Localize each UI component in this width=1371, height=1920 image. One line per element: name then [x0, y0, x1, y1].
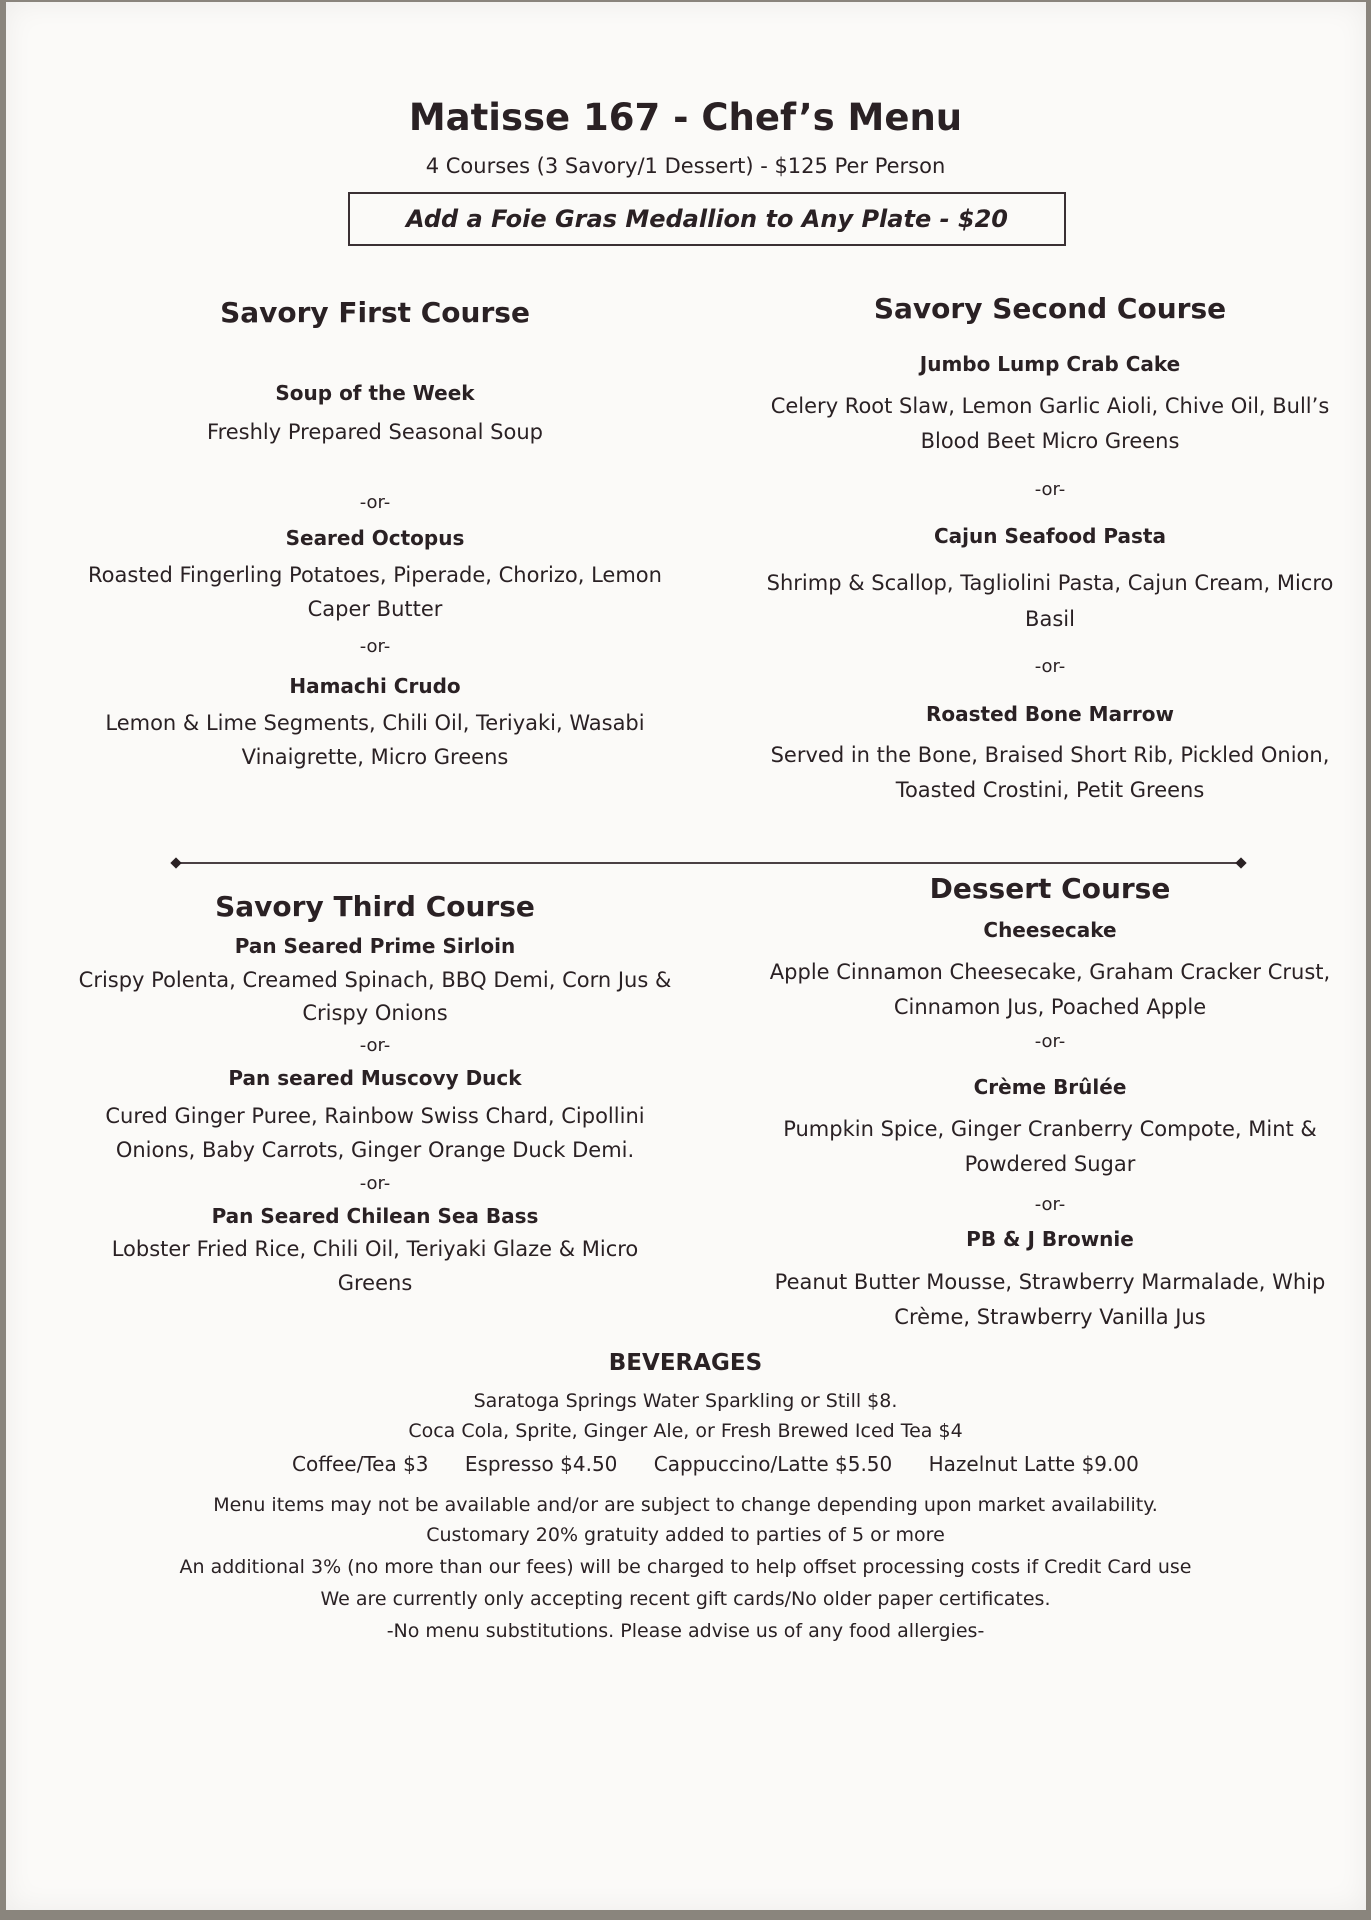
- beverage-item: Espresso $4.50: [464, 1452, 618, 1476]
- menu-title: Matisse 167 - Chef’s Menu: [408, 96, 963, 139]
- dish-description: Crème, Strawberry Vanilla Jus: [894, 1305, 1206, 1329]
- section-divider: [176, 862, 1241, 864]
- menu-subtitle: 4 Courses (3 Savory/1 Dessert) - $125 Per Person: [425, 154, 946, 178]
- beverage-line: Saratoga Springs Water Sparkling or Still $8.: [473, 1390, 898, 1412]
- or-separator: -or-: [1034, 1031, 1066, 1052]
- dish-name: Cajun Seafood Pasta: [934, 524, 1166, 548]
- beverage-line: Coca Cola, Sprite, Ginger Ale, or Fresh Brewed Iced Tea $4: [408, 1420, 963, 1442]
- dish-name: Crème Brûlée: [973, 1075, 1127, 1099]
- dish-description: Greens: [337, 1271, 413, 1295]
- dish-name: Pan Seared Chilean Sea Bass: [211, 1204, 539, 1228]
- dish-description: Cured Ginger Puree, Rainbow Swiss Chard, Cipollini: [105, 1104, 645, 1128]
- beverage-item: Hazelnut Latte $9.00: [928, 1452, 1139, 1476]
- dish-name: Jumbo Lump Crab Cake: [919, 352, 1181, 376]
- dish-description: Toasted Crostini, Petit Greens: [895, 778, 1205, 802]
- dish-description: Pumpkin Spice, Ginger Cranberry Compote, Mint &: [783, 1117, 1317, 1141]
- dish-description: Onions, Baby Carrots, Ginger Orange Duck Demi.: [115, 1138, 635, 1162]
- dish-description: Caper Butter: [307, 597, 443, 621]
- beverage-item: Coffee/Tea $3: [292, 1452, 429, 1476]
- dish-description: Served in the Bone, Braised Short Rib, Pickled Onion,: [770, 743, 1330, 767]
- or-separator: -or-: [1034, 479, 1066, 500]
- dish-description: Lemon & Lime Segments, Chili Oil, Teriyaki, Wasabi: [105, 711, 645, 735]
- dish-description: Shrimp & Scallop, Tagliolini Pasta, Cajun Cream, Micro: [766, 571, 1334, 595]
- hot-beverages-row: [292, 1452, 1169, 1476]
- dish-name: Roasted Bone Marrow: [925, 702, 1175, 726]
- dish-name: PB & J Brownie: [966, 1227, 1134, 1251]
- dish-description: Peanut Butter Mousse, Strawberry Marmalade, Whip: [774, 1270, 1326, 1294]
- first-course-heading: Savory First Course: [220, 296, 530, 329]
- third-course-heading: Savory Third Course: [215, 890, 535, 923]
- or-separator: -or-: [359, 636, 391, 657]
- menu-note: We are currently only accepting recent gift cards/No older paper certificates.: [320, 1588, 1051, 1610]
- dish-name: Pan Seared Prime Sirloin: [234, 934, 516, 958]
- dish-description: Vinaigrette, Micro Greens: [241, 745, 509, 769]
- beverages-heading: BEVERAGES: [608, 1350, 763, 1376]
- dessert-course-heading: Dessert Course: [929, 872, 1171, 905]
- dish-description: Lobster Fried Rice, Chili Oil, Teriyaki Glaze & Micro: [111, 1237, 639, 1261]
- beverage-item: Cappuccino/Latte $5.50: [653, 1452, 893, 1476]
- dish-description: Freshly Prepared Seasonal Soup: [207, 420, 543, 444]
- dish-description: Crispy Onions: [302, 1001, 448, 1025]
- menu-note: An additional 3% (no more than our fees) will be charged to help offset processing costs if Credit Card use: [179, 1556, 1192, 1578]
- or-separator: -or-: [359, 1173, 391, 1194]
- or-separator: -or-: [1034, 656, 1066, 677]
- menu-note: Customary 20% gratuity added to parties of 5 or more: [426, 1524, 945, 1546]
- menu-note: Menu items may not be available and/or are subject to change depending upon market availability.: [213, 1494, 1158, 1516]
- dish-name: Pan seared Muscovy Duck: [228, 1066, 522, 1090]
- dish-description: Cinnamon Jus, Poached Apple: [893, 995, 1207, 1019]
- dish-name: Cheesecake: [983, 918, 1117, 942]
- second-course-heading: Savory Second Course: [873, 292, 1227, 325]
- menu-note: -No menu substitutions. Please advise us of any food allergies-: [386, 1620, 985, 1642]
- dish-description: Basil: [1025, 607, 1075, 631]
- promo-box: Add a Foie Gras Medallion to Any Plate - $20: [348, 192, 1066, 246]
- dish-description: Celery Root Slaw, Lemon Garlic Aioli, Chive Oil, Bull’s: [770, 394, 1330, 418]
- dish-description: Powdered Sugar: [964, 1152, 1136, 1176]
- dish-description: Apple Cinnamon Cheesecake, Graham Cracker Crust,: [769, 960, 1331, 984]
- dish-name: Seared Octopus: [285, 526, 465, 550]
- dish-name: Hamachi Crudo: [289, 674, 461, 698]
- or-separator: -or-: [359, 1035, 391, 1056]
- or-separator: -or-: [1034, 1194, 1066, 1215]
- or-separator: -or-: [359, 492, 391, 513]
- dish-description: Crispy Polenta, Creamed Spinach, BBQ Demi, Corn Jus &: [78, 968, 672, 992]
- dish-name: Soup of the Week: [275, 381, 475, 405]
- dish-description: Blood Beet Micro Greens: [920, 429, 1180, 453]
- dish-description: Roasted Fingerling Potatoes, Piperade, Chorizo, Lemon: [88, 563, 662, 587]
